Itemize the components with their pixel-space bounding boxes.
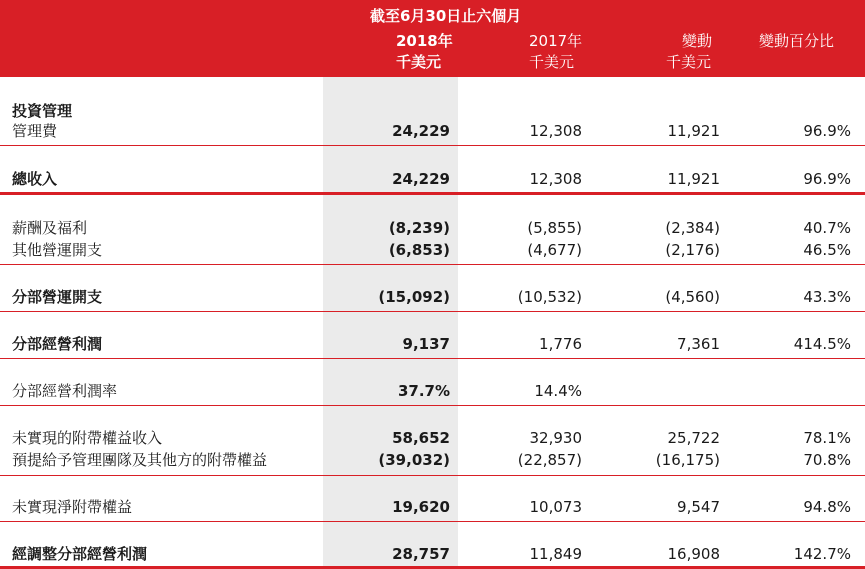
row-divider [0,521,865,522]
value-2018: 28,757 [392,545,450,563]
value-2018: 58,652 [392,429,450,447]
value-change: (2,384) [665,219,720,237]
value-2017: (5,855) [527,219,582,237]
row-label: 分部經營利潤率 [12,382,118,400]
row-label: 未實現的附帶權益收入 [12,429,163,447]
row-label: 分部經營利潤 [12,335,103,353]
row-divider-thick [0,192,865,195]
value-pct: 96.9% [803,170,851,188]
col-change-unit: 千美元 [666,53,712,71]
value-2017: 14.4% [534,382,582,400]
table-header [0,0,865,77]
row-divider [0,475,865,476]
value-2018: (6,853) [388,241,450,259]
row-label: 總收入 [12,170,58,188]
value-2017: 10,073 [529,498,582,516]
value-pct: 94.8% [803,498,851,516]
col-2017-unit: 千美元 [529,53,575,71]
value-2017: (4,677) [527,241,582,259]
value-2018: (15,092) [378,288,450,306]
value-change: (2,176) [665,241,720,259]
value-change: 11,921 [667,122,720,140]
row-label: 分部營運開支 [12,288,103,306]
col-2018-unit: 千美元 [396,53,442,71]
value-pct: 40.7% [803,219,851,237]
row-label: 預提給予管理團隊及其他方的附帶權益 [12,451,268,469]
col-2018-heading: 2018年 [396,32,453,50]
row-divider [0,145,865,146]
value-change: 25,722 [667,429,720,447]
value-2017: 11,849 [529,545,582,563]
value-pct: 46.5% [803,241,851,259]
value-2018: (8,239) [388,219,450,237]
col-change-heading: 變動 [682,32,713,50]
value-change: (4,560) [665,288,720,306]
value-2017: 1,776 [539,335,582,353]
section-title: 投資管理 [12,102,73,120]
value-2018: 9,137 [402,335,450,353]
value-change: 11,921 [667,170,720,188]
value-change: 7,361 [677,335,720,353]
value-2018: 24,229 [392,122,450,140]
value-change: 9,547 [677,498,720,516]
value-pct: 43.3% [803,288,851,306]
row-label: 管理費 [12,122,58,140]
value-2017: 12,308 [529,170,582,188]
value-2018: (39,032) [378,451,450,469]
row-divider [0,405,865,406]
period-heading: 截至6月30日止六個月 [370,7,522,25]
row-divider [0,264,865,265]
col-pct-heading: 變動百分比 [759,32,835,50]
value-2017: (10,532) [517,288,582,306]
value-pct: 96.9% [803,122,851,140]
value-2018: 37.7% [397,382,450,400]
value-pct: 70.8% [803,451,851,469]
value-change: (16,175) [655,451,720,469]
value-pct: 414.5% [793,335,851,353]
row-label: 經調整分部經營利潤 [12,545,148,563]
row-label: 未實現淨附帶權益 [12,498,133,516]
value-2018: 19,620 [392,498,450,516]
row-divider [0,358,865,359]
col-2017-heading: 2017年 [529,32,583,50]
value-2017: (22,857) [517,451,582,469]
row-label: 薪酬及福利 [12,219,88,237]
value-pct: 78.1% [803,429,851,447]
value-change: 16,908 [667,545,720,563]
value-2017: 32,930 [529,429,582,447]
row-label: 其他營運開支 [12,241,103,259]
value-pct: 142.7% [793,545,851,563]
value-2017: 12,308 [529,122,582,140]
value-2018: 24,229 [392,170,450,188]
col-2018-shading [323,77,458,569]
row-divider [0,311,865,312]
